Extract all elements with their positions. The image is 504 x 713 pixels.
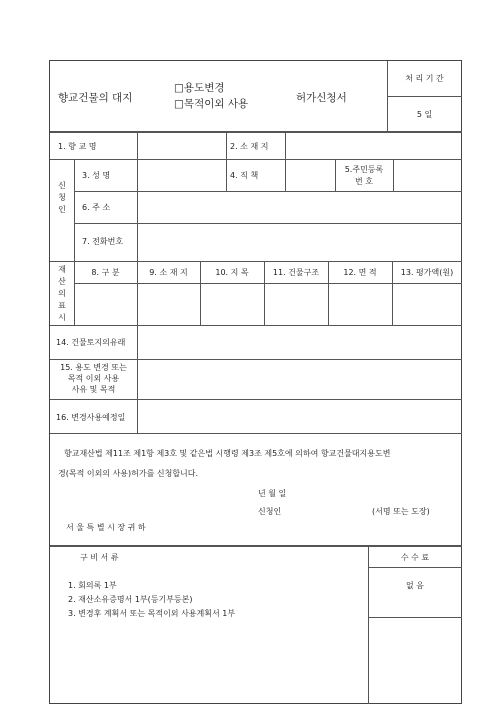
property-location-field[interactable]: [138, 284, 200, 325]
statement-line1: 향교재산법 제11조 제1항 제3호 및 같은법 시행령 제3조 제5호에 의하여 향교건물대지용도변: [64, 449, 391, 458]
location-label: 2. 소 재 지: [230, 142, 269, 151]
form-title-left: 향교건물의 대지: [58, 92, 133, 104]
property-col-location: 9. 소 재 지: [149, 268, 188, 277]
property-col-value: 13. 평가액(원): [400, 268, 454, 277]
property-land-type-field[interactable]: [201, 284, 264, 325]
form-title-right: 허가신청서: [296, 92, 347, 104]
processing-divider: [387, 96, 462, 97]
applicant-section-label: 신청인: [58, 181, 66, 214]
statement-signature[interactable]: (서명 또는 도장): [372, 507, 430, 516]
property-col-area: 12. 면 적: [343, 268, 377, 277]
school-name-field[interactable]: [138, 133, 226, 159]
address-field[interactable]: [138, 191, 462, 223]
option-use-change[interactable]: □용도변경: [174, 82, 225, 94]
origin-field[interactable]: [138, 325, 462, 359]
fee-value: 없 음: [406, 581, 424, 590]
document-item-2: 2. 재산소유증명서 1부(등기부등본): [68, 595, 193, 604]
resident-number-label-line2: 번 호: [355, 177, 373, 186]
property-area-field[interactable]: [329, 284, 392, 325]
school-name-label: 1. 향 교 명: [58, 142, 97, 151]
origin-label: 14. 건물토지의유래: [56, 338, 126, 347]
document-item-1: 1. 회의록 1부: [68, 581, 117, 590]
statement-line2: 경(목적 이외의 사용)허가를 신청합니다.: [58, 469, 199, 478]
property-category-field[interactable]: [75, 284, 137, 325]
reason-label-line3: 사유 및 목적: [71, 385, 116, 394]
position-label: 4. 직 책: [230, 171, 259, 180]
documents-title: 구 비 서 류: [80, 553, 119, 562]
period-label: 16. 변경사용예정일: [56, 413, 126, 422]
reason-label-line2: 목적 이외 사용: [67, 374, 120, 383]
period-field[interactable]: [138, 399, 462, 433]
application-form: [49, 60, 462, 704]
phone-label: 7. 전화번호: [82, 237, 124, 246]
name-field[interactable]: [138, 159, 226, 191]
processing-period-label: 처 리 기 간: [405, 74, 444, 83]
location-field[interactable]: [286, 133, 462, 159]
property-structure-field[interactable]: [265, 284, 328, 325]
statement-date[interactable]: 년 월 일: [258, 489, 287, 498]
statement-applicant: 신청인: [258, 507, 282, 516]
reason-label-line1: 15. 용도 변경 또는: [60, 363, 127, 372]
property-col-structure: 11. 건물구조: [272, 268, 320, 277]
name-label: 3. 성 명: [82, 171, 111, 180]
document-item-3: 3. 변경후 계획서 또는 목적이외 사용계획서 1부: [68, 609, 236, 618]
property-section-label: 재산의표시: [58, 265, 66, 322]
phone-field[interactable]: [138, 223, 462, 261]
fee-label: 수 수 료: [400, 553, 430, 562]
address-label: 6. 주 소: [82, 203, 111, 212]
property-value-field[interactable]: [393, 284, 462, 325]
resident-number-label-line1: 5.주민등록: [344, 165, 384, 174]
resident-number-field[interactable]: [394, 159, 462, 191]
processing-period-value: 5 일: [416, 110, 433, 119]
statement-addressee: 서 울 특 별 시 장 귀 하: [66, 523, 146, 532]
property-col-land-type: 10. 지 목: [215, 268, 249, 277]
position-field[interactable]: [286, 159, 335, 191]
option-other-purpose[interactable]: □목적이외 사용: [174, 98, 249, 110]
reason-field[interactable]: [138, 359, 462, 399]
property-col-category: 8. 구 분: [91, 268, 120, 277]
